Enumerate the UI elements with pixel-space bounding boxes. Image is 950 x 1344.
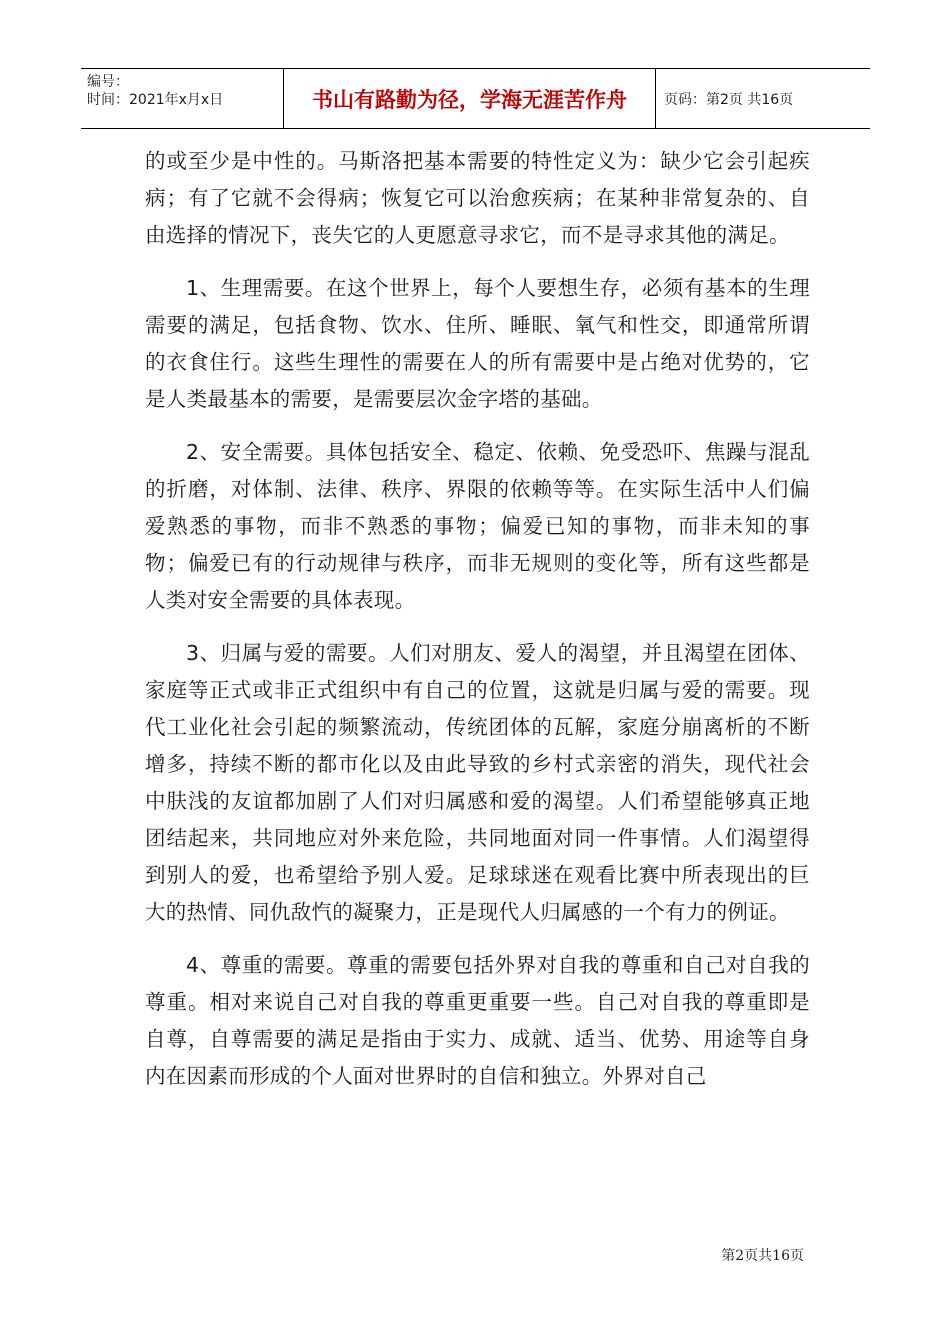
page-footer: 第2页共16页 <box>721 1248 804 1264</box>
header-meta <box>81 69 283 128</box>
paragraph: 1、生理需要。在这个世界上，每个人要想生存，必须有基本的生理需要的满足，包括食物、饮水、住所、睡眠、氧气和性交，即通常所谓的衣食住行。这些生理性的需要在人的所有需要中是占绝对优势的，它是人类最基本的需要，是需要层次金字塔的基础。 <box>145 276 810 411</box>
header-table <box>81 68 870 129</box>
paragraph: 2、安全需要。具体包括安全、稳定、依赖、免受恐吓、焦躁与混乱的折磨，对体制、法律、秩序、界限的依赖等等。在实际生活中人们偏爱熟悉的事物，而非不熟悉的事物；偏爱已知的事物，而非未知的事物；偏爱已有的行动规律与秩序，而非无规则的变化等，所有这些都是人类对安全需要的具体表现。 <box>145 440 810 612</box>
document-body <box>145 143 810 1095</box>
header-page-info: 页码：第2页 共16页 <box>664 91 794 108</box>
paragraph: 4、尊重的需要。尊重的需要包括外界对自我的尊重和自己对自我的尊重。相对来说自己对自我的尊重更重要一些。自己对自我的尊重即是自尊，自尊需要的满足是指由于实力、成就、适当、优势、用途等自身内在因素而形成的个人面对世界时的自信和独立。外界对自己 <box>145 953 810 1088</box>
paragraph: 3、归属与爱的需要。人们对朋友、爱人的渴望，并且渴望在团体、家庭等正式或非正式组织中有自己的位置，这就是归属与爱的需要。现代工业化社会引起的频繁流动，传统团体的瓦解，家庭分崩离析的不断增多，持续不断的都市化以及由此导致的乡村式亲密的消失，现代社会中肤浅的友谊都加剧了人们对归属感和爱的渴望。人们希望能够真正地团结起来，共同地应对外来危险，共同地面对同一件事情。人们渴望得到别人的爱，也希望给予别人爱。足球球迷在观看比赛中所表现出的巨大的热情、同仇敌忾的凝聚力，正是现代人归属感的一个有力的例证。 <box>145 641 810 924</box>
number-label: 编号： <box>87 74 129 90</box>
header-motto: 书山有路勤为径，学海无涯苦作舟 <box>283 69 656 128</box>
paragraph: 的或至少是中性的。马斯洛把基本需要的特性定义为：缺少它会引起疾病；有了它就不会得病；恢复它可以治愈疾病；在某种非常复杂的、自由选择的情况下，丧失它的人更愿意寻求它，而不是寻求其他的满足。 <box>145 149 810 247</box>
time-label: 时间：2021年x月x日 <box>87 92 224 108</box>
